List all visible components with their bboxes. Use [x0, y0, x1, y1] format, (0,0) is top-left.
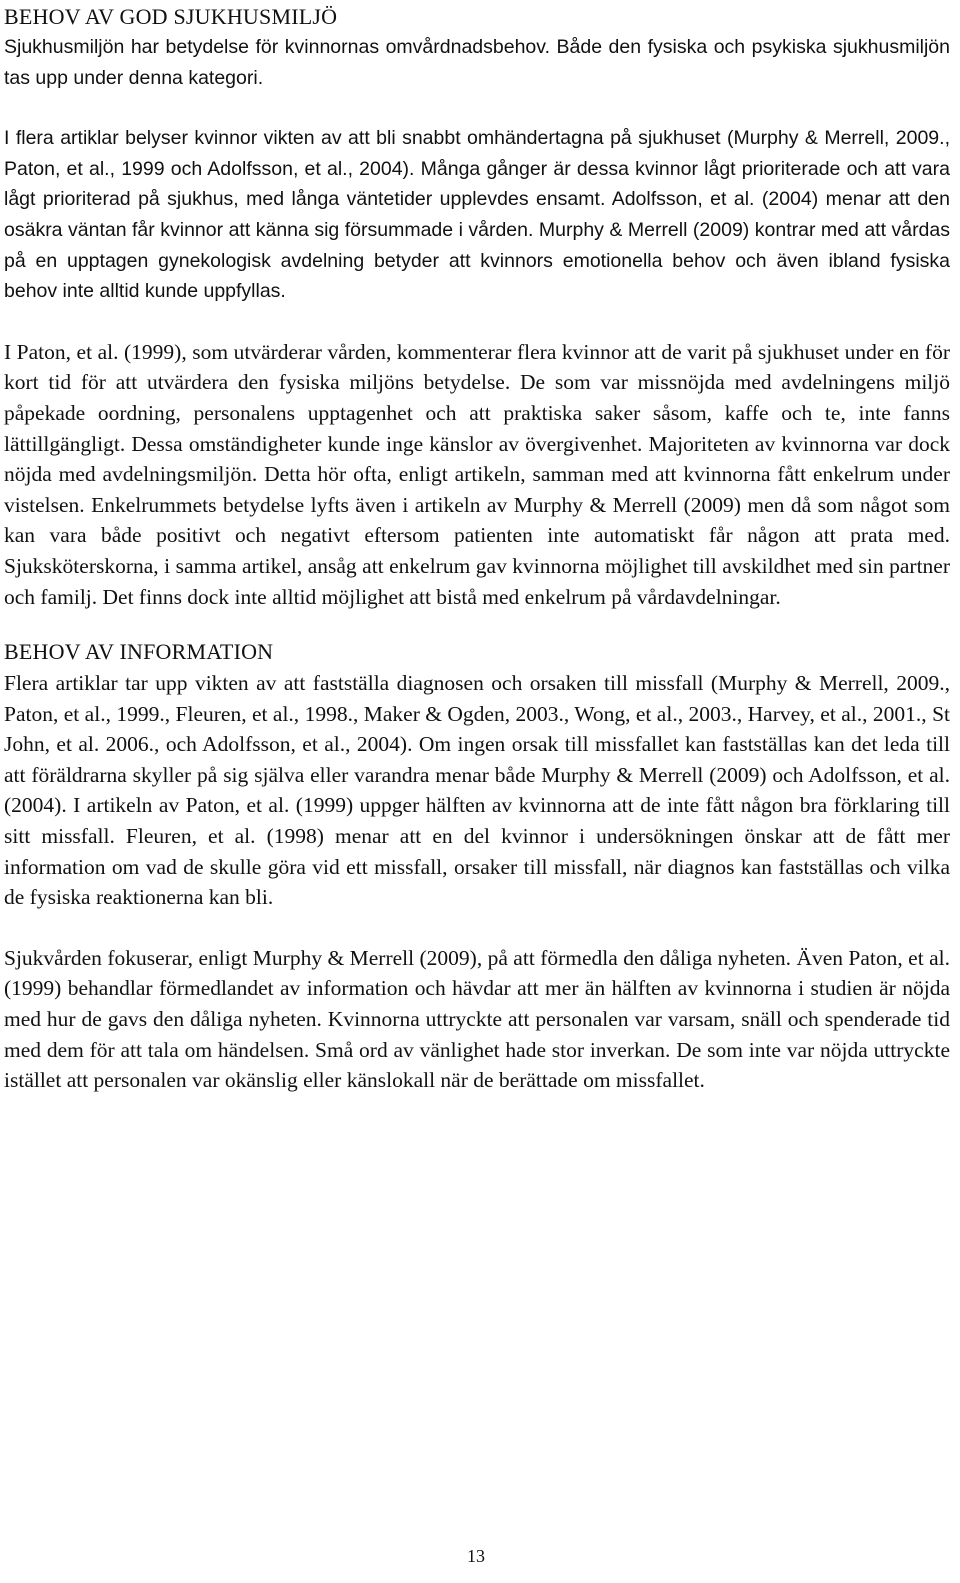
- body-paragraph: Flera artiklar tar upp vikten av att fastställa diagnosen och orsaken till missfall (Murphy & Merrell, 2009., Paton, et al., 1999., Fleuren, et al., 1998., Maker & Ogden, 2003., Wong, et al., 2003., Harvey, et al., 2001., St John, et al. 2006., och Adolfsson, et al., 2004). Om ingen orsak till missfallet kan fastställas kan det leda till att föräldrarna skyller på sig själva eller varandra menar både Murphy & Merrell (2009) och Adolfsson, et al. (2004). I artikeln av Paton, et al. (1999) uppger hälften av kvinnorna att de inte fått någon bra förklaring till sitt missfall. Fleuren, et al. (1998) menar att en del kvinnor i undersökningen önskar att de fått mer information om vad de skulle göra vid ett missfall, orsaker till missfall, när diagnos kan fastställas och vilka de fysiska reaktionerna kan bli.: [4, 671, 950, 910]
- body-paragraph: I Paton, et al. (1999), som utvärderar vården, kommenterar flera kvinnor att de varit på sjukhuset under en för kort tid för att utvärdera den fysiska miljöns betydelse. De som var missnöjda med avdelningens miljö påpekade oordning, personalens upptagenhet och att praktiska saker såsom, kaffe och te, inte fanns lättillgängligt. Dessa omständigheter kunde inge känslor av övergivenhet. Majoriteten av kvinnorna var dock nöjda med avdelningsmiljön. Detta hör ofta, enligt artikeln, samman med att kvinnorna fått enkelrum under vistelsen. Enkelrummets betydelse lyfts även i artikeln av Murphy & Merrell (2009) men då som något som kan vara både positivt och negativt eftersom patienten inte automatiskt får någon att prata med. Sjuksköterskorna, i samma artikel, ansåg att enkelrum gav kvinnorna möjlighet till avskildhet med sin partner och familj. Det finns dock inte alltid möjlighet att bistå med enkelrum på vårdavdelningar.: [4, 339, 950, 609]
- page-content: [4, 0, 950, 1096]
- section-intro-paragraph: Sjukhusmiljön har betydelse för kvinnornas omvårdnadsbehov. Både den fysiska och psykiska sjukhusmiljön tas upp under denna kategori.: [4, 36, 950, 89]
- section-heading-information: BEHOV AV INFORMATION: [4, 639, 274, 665]
- section-heading-hospital-environment: BEHOV AV GOD SJUKHUSMILJÖ: [4, 4, 338, 29]
- body-paragraph: I flera artiklar belyser kvinnor vikten av att bli snabbt omhändertagna på sjukhuset (Murphy & Merrell, 2009., Paton, et al., 1999 och Adolfsson, et al., 2004). Många gånger är dessa kvinnor lågt prioriterade och att vara lågt prioriterad på sjukhus, med långa väntetider upplevdes ensamt. Adolfsson, et al. (2004) menar att den osäkra väntan får kvinnor att känna sig försummade i vården. Murphy & Merrell (2009) kontrar med att vårdas på en upptagen gynekologisk avdelning betyder att kvinnors emotionella behov och även ibland fysiska behov inte alltid kunde uppfyllas.: [4, 127, 950, 303]
- page-number: 13: [467, 1546, 485, 1566]
- body-paragraph: Sjukvården fokuserar, enligt Murphy & Merrell (2009), på att förmedla den dåliga nyheten. Även Paton, et al. (1999) behandlar förmedlandet av information och hävdar att mer än hälften av kvinnorna i studien är nöjda med hur de gavs den dåliga nyheten. Kvinnorna uttryckte att personalen var varsam, snäll och spenderade tid med dem för att tala om händelsen. Små ord av vänlighet hade stor inverkan. De som inte var nöjda uttryckte istället att personalen var okänslig eller känslokall när de berättade om missfallet.: [4, 945, 950, 1093]
